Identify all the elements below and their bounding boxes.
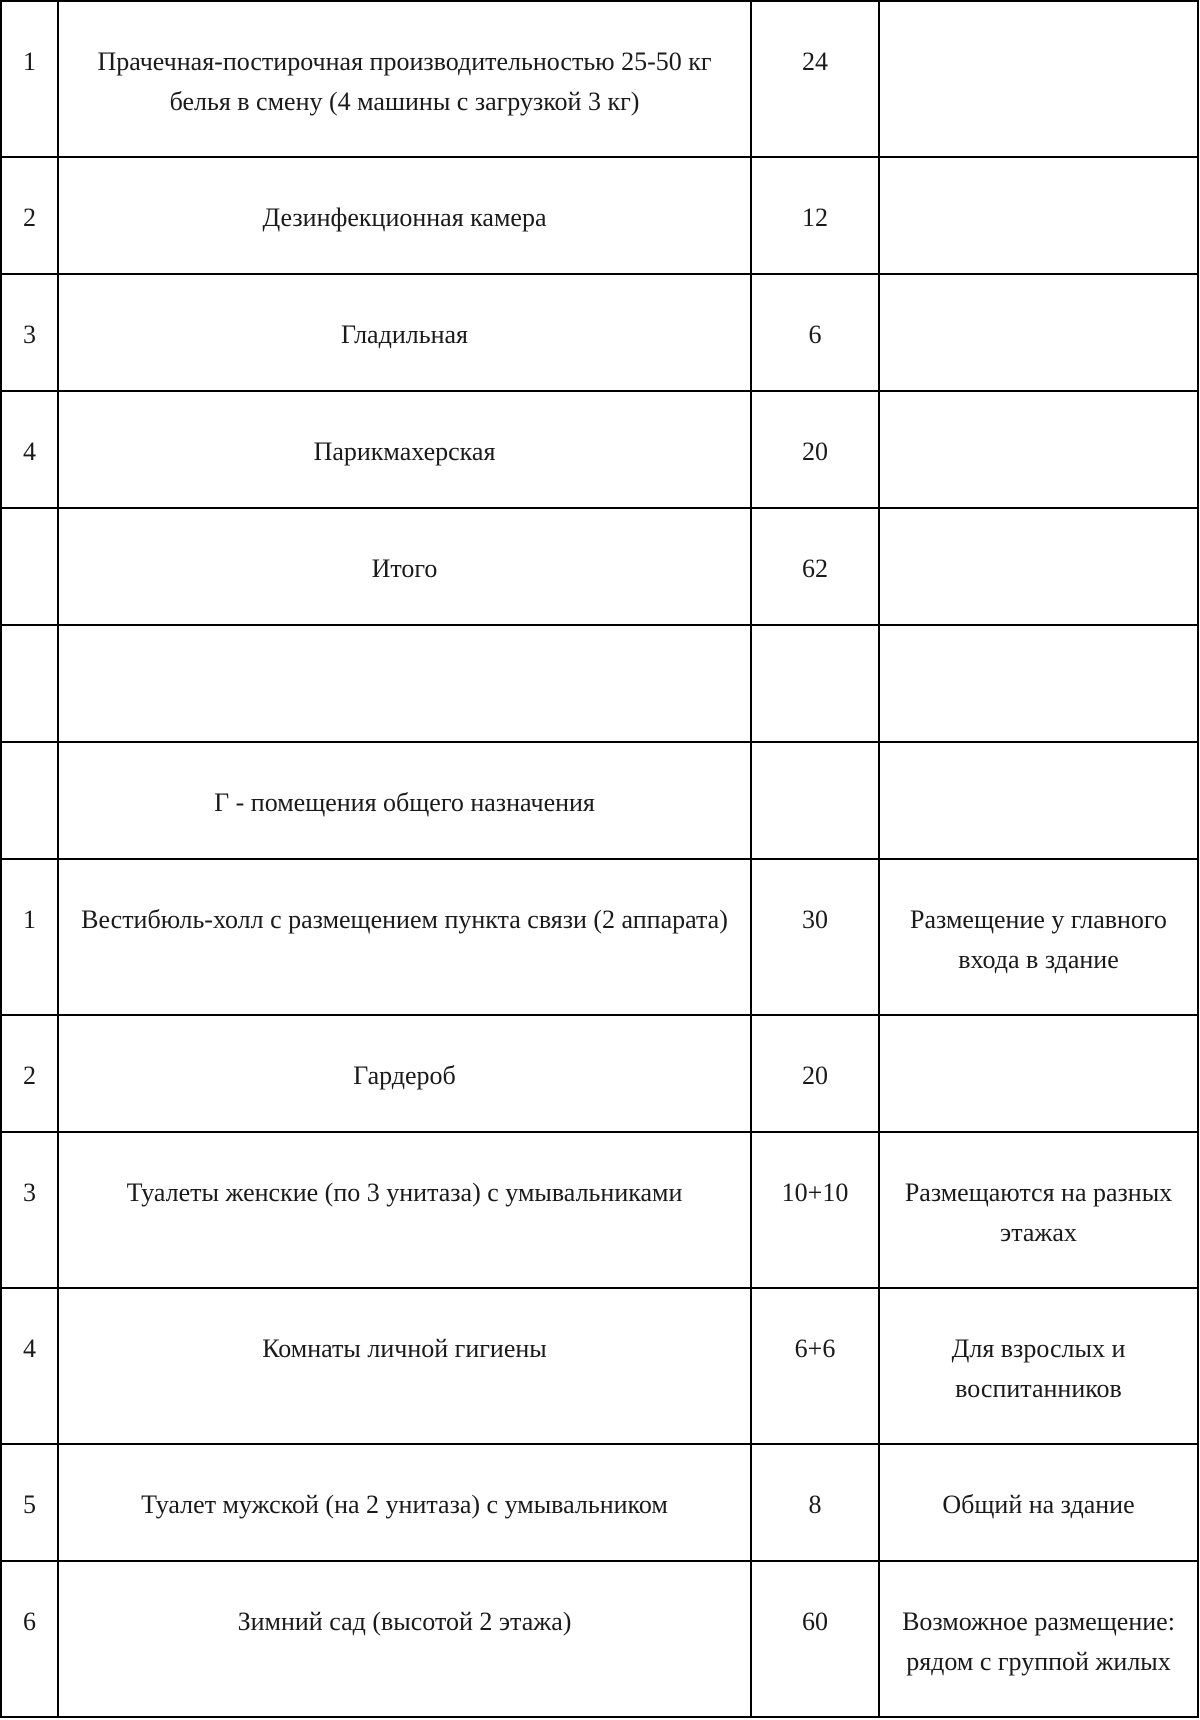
row-number: 2 (1, 157, 58, 274)
room-note: Размещаются на разных этажах (879, 1132, 1198, 1288)
room-note (879, 157, 1198, 274)
room-note (879, 508, 1198, 625)
row-number: 4 (1, 1288, 58, 1444)
room-name: Комнаты личной гигиены (58, 1288, 751, 1444)
room-name: Парикмахерская (58, 391, 751, 508)
table-row-ironing (1, 274, 1198, 391)
table-row-laundry (1, 1, 1198, 157)
row-number (1, 742, 58, 859)
room-note (879, 742, 1198, 859)
room-name: Гладильная (58, 274, 751, 391)
room-note: Возможное размещение: рядом с группой жилых (879, 1561, 1198, 1717)
room-note: Общий на здание (879, 1444, 1198, 1561)
row-number: 1 (1, 1, 58, 157)
room-name (58, 625, 751, 742)
room-area: 60 (751, 1561, 879, 1717)
row-number: 5 (1, 1444, 58, 1561)
room-area: 8 (751, 1444, 879, 1561)
row-number: 4 (1, 391, 58, 508)
table-row-lobby (1, 859, 1198, 1015)
total-area: 62 (751, 508, 879, 625)
room-area (751, 625, 879, 742)
room-name: Зимний сад (высотой 2 этажа) (58, 1561, 751, 1717)
table-row-disinfection (1, 157, 1198, 274)
room-note: Для взрослых и воспитанников (879, 1288, 1198, 1444)
room-area: 10+10 (751, 1132, 879, 1288)
room-note (879, 625, 1198, 742)
room-area: 12 (751, 157, 879, 274)
room-note (879, 274, 1198, 391)
room-name: Туалет мужской (на 2 унитаза) с умывальником (58, 1444, 751, 1561)
row-number: 6 (1, 1561, 58, 1717)
row-number: 3 (1, 1132, 58, 1288)
room-area: 20 (751, 391, 879, 508)
table-row-hairdresser (1, 391, 1198, 508)
room-area: 6+6 (751, 1288, 879, 1444)
table-row-winter-garden (1, 1561, 1198, 1717)
room-area: 30 (751, 859, 879, 1015)
room-area: 24 (751, 1, 879, 157)
room-area (751, 742, 879, 859)
room-note (879, 391, 1198, 508)
room-area: 20 (751, 1015, 879, 1132)
row-number: 3 (1, 274, 58, 391)
room-name: Прачечная-постирочная производительностью 25-50 кг белья в смену (4 машины с загрузкой 3 кг) (58, 1, 751, 157)
row-number (1, 508, 58, 625)
row-number (1, 625, 58, 742)
table-row-hygiene-rooms (1, 1288, 1198, 1444)
room-name: Гардероб (58, 1015, 751, 1132)
room-note: Размещение у главного входа в здание (879, 859, 1198, 1015)
table-row-section-heading (1, 742, 1198, 859)
table-row-total (1, 508, 1198, 625)
table-row-cloakroom (1, 1015, 1198, 1132)
total-label: Итого (58, 508, 751, 625)
room-name: Дезинфекционная камера (58, 157, 751, 274)
table-row-womens-toilets (1, 1132, 1198, 1288)
table-row-empty (1, 625, 1198, 742)
table-row-mens-toilet (1, 1444, 1198, 1561)
room-name: Вестибюль-холл с размещением пункта связи (2 аппарата) (58, 859, 751, 1015)
room-area: 6 (751, 274, 879, 391)
row-number: 1 (1, 859, 58, 1015)
row-number: 2 (1, 1015, 58, 1132)
section-heading: Г - помещения общего назначения (58, 742, 751, 859)
room-note (879, 1, 1198, 157)
room-note (879, 1015, 1198, 1132)
room-name: Туалеты женские (по 3 унитаза) с умывальниками (58, 1132, 751, 1288)
